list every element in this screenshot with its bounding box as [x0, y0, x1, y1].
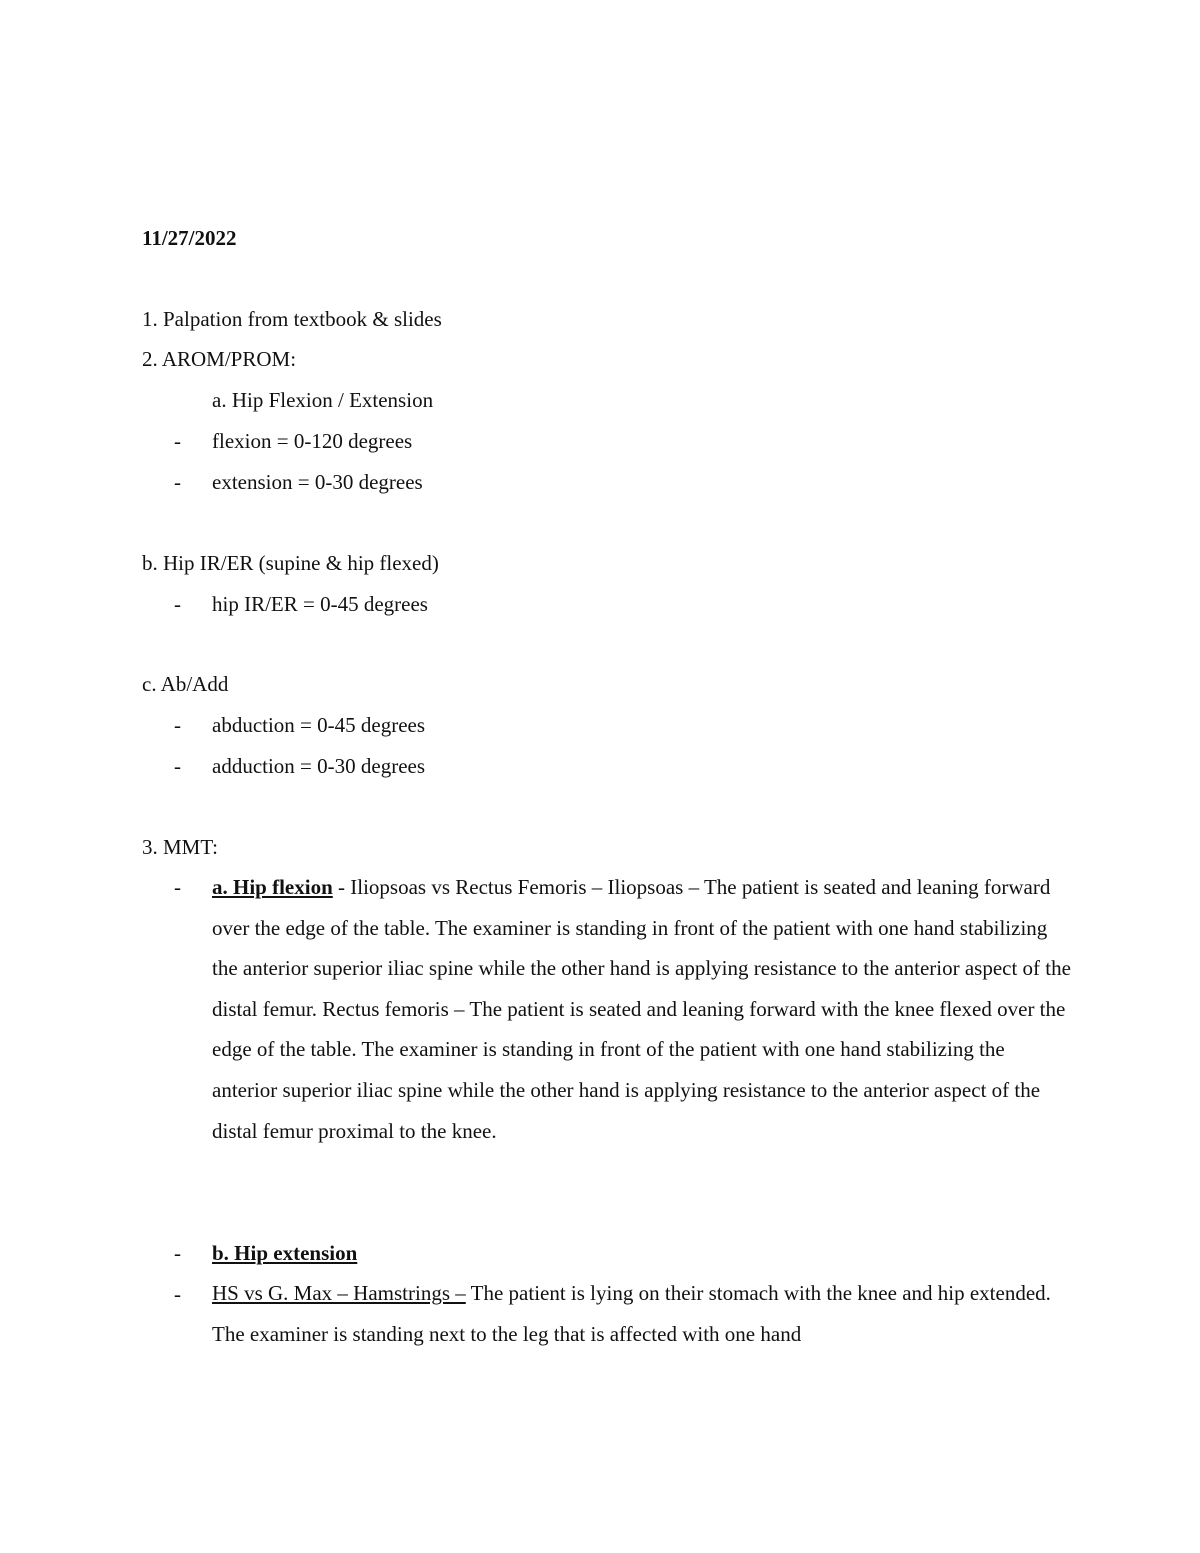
- list-item-mmt: 3. MMT:: [142, 835, 218, 859]
- bullet-dash: -: [174, 754, 181, 778]
- bullet-dash: -: [174, 429, 181, 453]
- bullet-dash: -: [174, 470, 181, 494]
- document-date: 11/27/2022: [142, 226, 237, 250]
- bullet-dash: -: [174, 592, 181, 616]
- bullet-dash: -: [174, 713, 181, 737]
- bullet-flexion: flexion = 0-120 degrees: [212, 429, 413, 453]
- bullet-dash: -: [174, 1241, 181, 1265]
- bullet-extension: extension = 0-30 degrees: [212, 470, 423, 494]
- mmt-hip-extension-subtitle: HS vs G. Max – Hamstrings –: [212, 1281, 466, 1305]
- list-item-palpation: 1. Palpation from textbook & slides: [142, 307, 442, 331]
- bullet-abduction: abduction = 0-45 degrees: [212, 713, 426, 737]
- mmt-hip-flexion-paragraph: [212, 867, 1072, 1151]
- mmt-hip-flexion-text: - Iliopsoas vs Rectus Femoris – Iliopsoas – The patient is seated and leaning forward over the edge of the table. The examiner is standing in front of the patient with one hand stabilizing the anterior superior iliac spine while the other hand is applying resistance to the anterior aspect of the distal femur. Rectus femoris – The patient is seated and leaning forward with the knee flexed over the edge of the table. The examiner is standing in front of the patient with one hand stabilizing the anterior superior iliac spine while the other hand is applying resistance to the anterior aspect of the distal femur proximal to the knee.: [212, 875, 1071, 1143]
- section-b-heading: b. Hip IR/ER (supine & hip flexed): [142, 551, 439, 575]
- bullet-adduction: adduction = 0-30 degrees: [212, 754, 426, 778]
- bullet-dash: -: [174, 1282, 181, 1306]
- section-a-heading: a. Hip Flexion / Extension: [212, 388, 434, 412]
- section-c-heading: c. Ab/Add: [142, 672, 229, 696]
- mmt-hip-flexion-title: a. Hip flexion: [212, 875, 333, 899]
- bullet-hip-ir-er: hip IR/ER = 0-45 degrees: [212, 592, 428, 616]
- bullet-dash: -: [174, 875, 181, 899]
- list-item-arom-prom: 2. AROM/PROM:: [142, 347, 297, 371]
- mmt-hip-extension-paragraph: [212, 1273, 1072, 1354]
- mmt-hip-extension-text: The patient is lying on their stomach with the knee and hip extended. The examiner is standing next to the leg that is affected with one hand: [212, 1281, 1051, 1346]
- mmt-hip-extension-title: b. Hip extension: [212, 1241, 358, 1265]
